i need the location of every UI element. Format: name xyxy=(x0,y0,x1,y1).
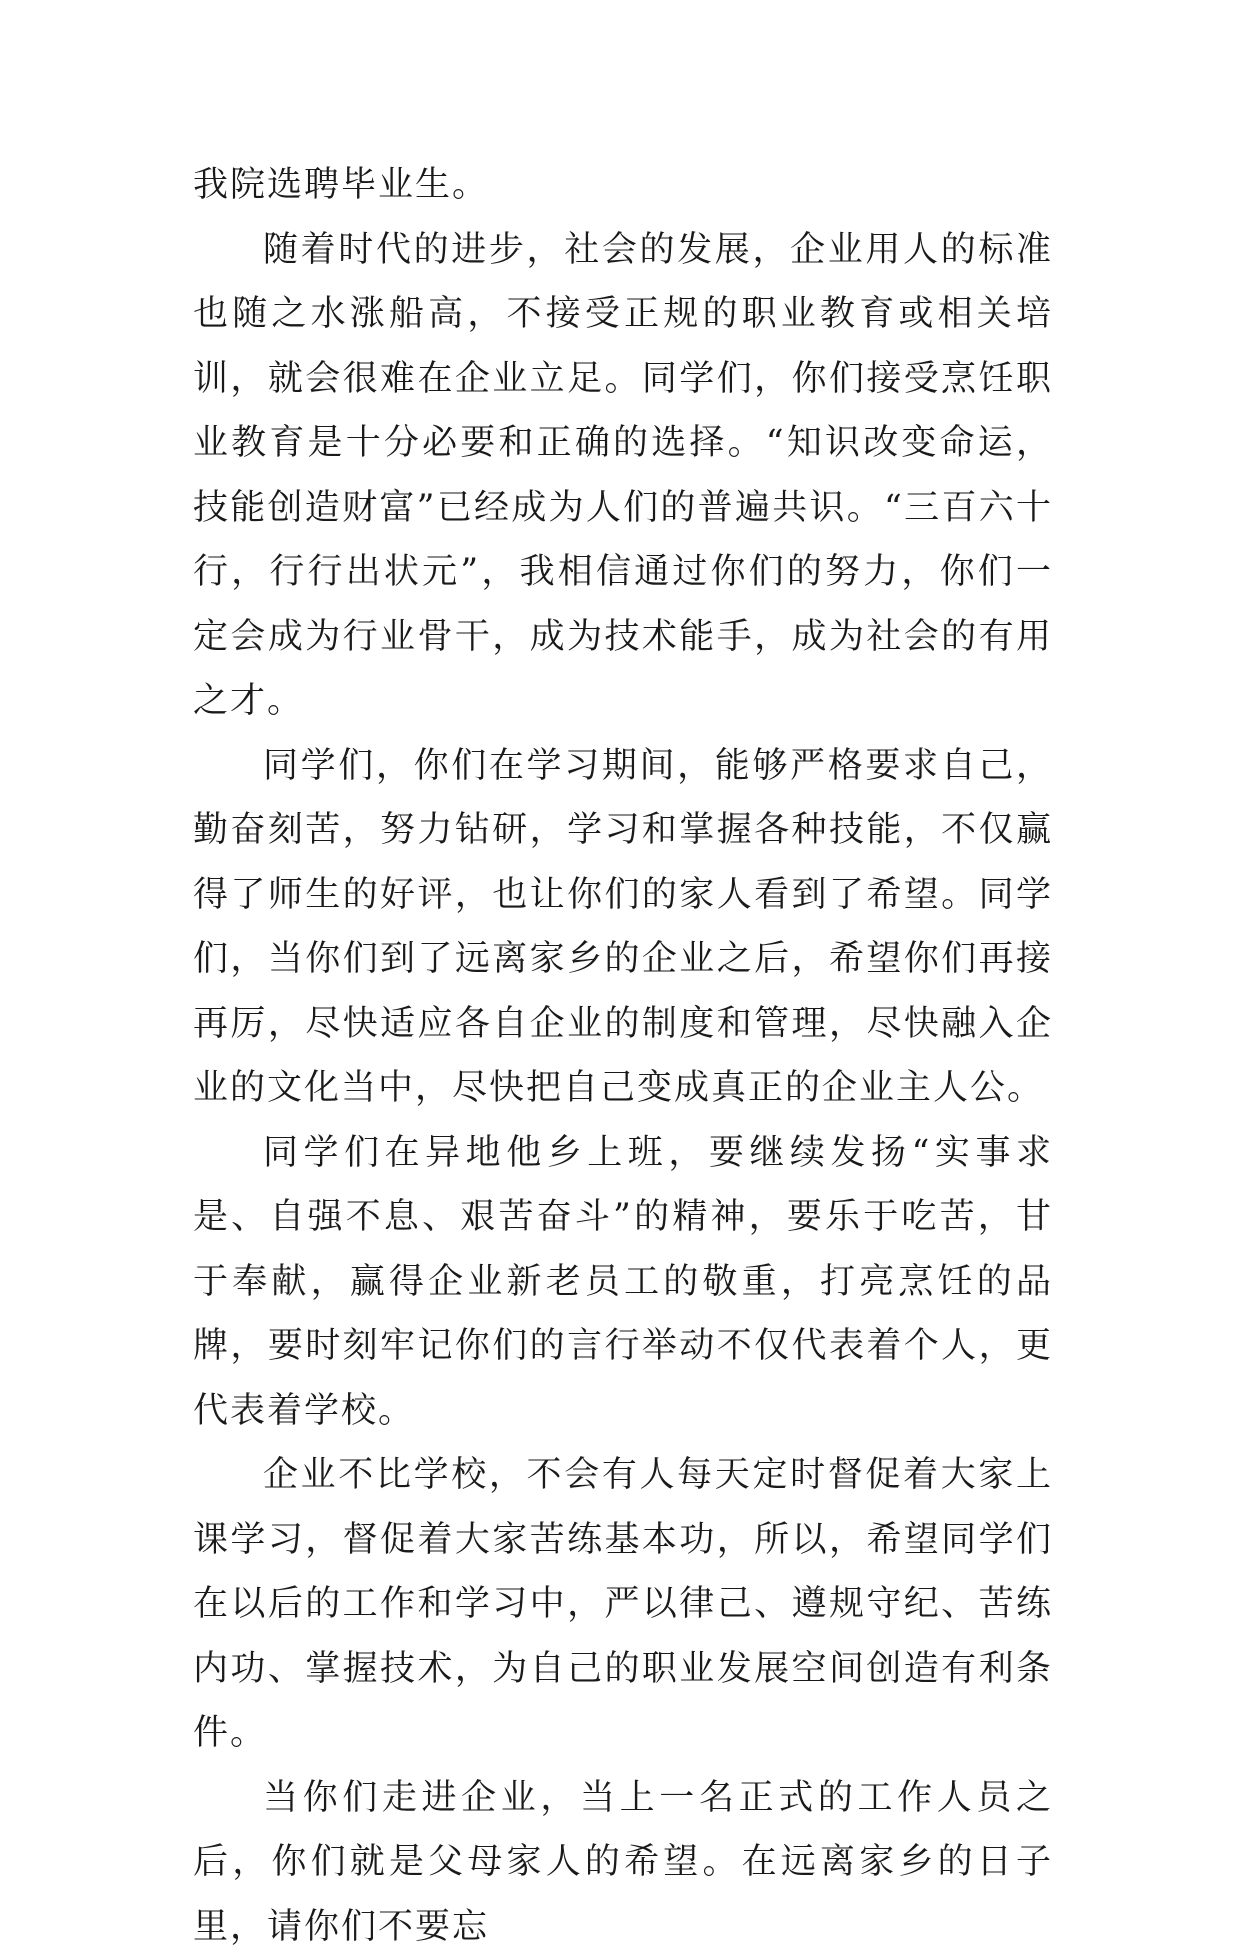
paragraph-work-elsewhere: 同学们在异地他乡上班，要继续发扬“实事求是、自强不息、艰苦奋斗”的精神，要乐于吃苦，甘于奉献，赢得企业新老员工的敬重，打亮烹饪的品牌，要时刻牢记你们的言行举动不仅代表着个人，更代表着学校。 xyxy=(193,1121,1053,1444)
paragraph-enterprise-vs-school: 企业不比学校，不会有人每天定时督促着大家上课学习，督促着大家苦练基本功，所以，希望同学们在以后的工作和学习中，严以律己、遵规守纪、苦练内功、掌握技术，为自己的职业发展空间创造有利条件。 xyxy=(193,1443,1053,1766)
paragraph-study-period: 同学们，你们在学习期间，能够严格要求自己，勤奋刻苦，努力钻研，学习和掌握各种技能，不仅赢得了师生的好评，也让你们的家人看到了希望。同学们，当你们到了远离家乡的企业之后，希望你们再接再厉，尽快适应各自企业的制度和管理，尽快融入企业的文化当中，尽快把自己变成真正的企业主人公。 xyxy=(193,734,1053,1121)
paragraph-era-progress: 随着时代的进步，社会的发展，企业用人的标准也随之水涨船高，不接受正规的职业教育或相关培训，就会很难在企业立足。同学们，你们接受烹饪职业教育是十分必要和正确的选择。“知识改变命运，技能创造财富”已经成为人们的普遍共识。“三百六十行，行行出状元”，我相信通过你们的努力，你们一定会成为行业骨干，成为技术能手，成为社会的有用之才。 xyxy=(193,218,1053,734)
paragraph-continuation: 我院选聘毕业生。 xyxy=(193,153,1053,218)
document-body xyxy=(193,153,1053,1959)
paragraph-family-hope: 当你们走进企业，当上一名正式的工作人员之后，你们就是父母家人的希望。在远离家乡的日子里，请你们不要忘 xyxy=(193,1766,1053,1959)
